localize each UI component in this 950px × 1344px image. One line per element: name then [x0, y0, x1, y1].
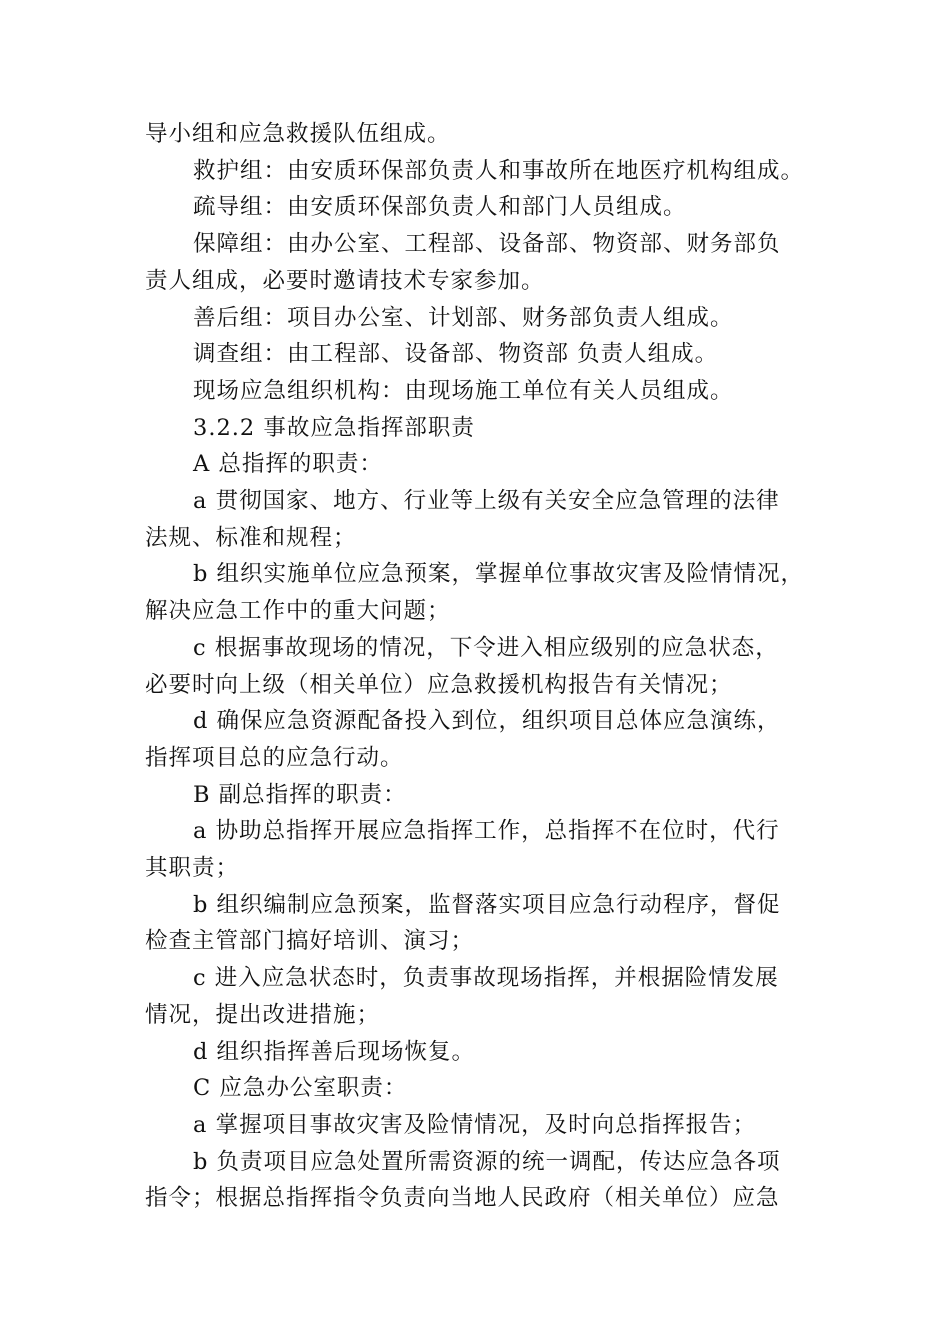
paragraph-first-line: 救护组：由安质环保部负责人和事故所在地医疗机构组成。 — [193, 157, 805, 184]
paragraph-first-line: C 应急办公室职责： — [193, 1075, 408, 1102]
paragraph-first-line: a 协助总指挥开展应急指挥工作，总指挥不在位时，代行 — [193, 818, 780, 845]
paragraph-first-line: a 贯彻国家、地方、行业等上级有关安全应急管理的法律 — [193, 488, 780, 514]
paragraph-first-line: 保障组：由办公室、工程部、设备部、物资部、财务部负 — [193, 231, 781, 258]
paragraph-first-line: d 组织指挥善后现场恢复。 — [193, 1038, 476, 1065]
paragraph-first-line: 3.2.2 事故应急指挥部职责 — [193, 414, 475, 441]
paragraph-continuation-line: 导小组和应急救援队伍组成。 — [145, 121, 451, 147]
paragraph-first-line: b 组织实施单位应急预案，掌握单位事故灾害及险情情况， — [193, 561, 805, 588]
paragraph-continuation-line: 解决应急工作中的重大问题； — [145, 598, 451, 625]
paragraph-first-line: c 根据事故现场的情况，下令进入相应级别的应急状态， — [193, 634, 779, 661]
paragraph-first-line: c 进入应急状态时，负责事故现场指挥，并根据险情发展 — [193, 965, 779, 992]
paragraph-first-line: d 确保应急资源配备投入到位，组织项目总体应急演练， — [193, 708, 781, 735]
paragraph-first-line: A 总指挥的职责： — [193, 451, 383, 478]
paragraph-continuation-line: 指令；根据总指挥指令负责向当地人民政府（相关单位）应急 — [145, 1185, 780, 1212]
paragraph-continuation-line: 指挥项目总的应急行动。 — [145, 744, 404, 771]
paragraph-first-line: 疏导组：由安质环保部负责人和部门人员组成。 — [193, 194, 687, 221]
paragraph-first-line: a 掌握项目事故灾害及险情情况，及时向总指挥报告； — [193, 1111, 757, 1138]
paragraph-first-line: 善后组：项目办公室、计划部、财务部负责人组成。 — [193, 304, 734, 331]
paragraph-first-line: B 副总指挥的职责： — [193, 781, 407, 808]
paragraph-continuation-line: 检查主管部门搞好培训、演习； — [145, 928, 475, 955]
paragraph-continuation-line: 责人组成，必要时邀请技术专家参加。 — [145, 267, 545, 294]
paragraph-first-line: 调查组：由工程部、设备部、物资部 负责人组成。 — [193, 341, 719, 368]
paragraph-continuation-line: 必要时向上级（相关单位）应急救援机构报告有关情况； — [145, 671, 733, 698]
paragraph-first-line: b 负责项目应急处置所需资源的统一调配，传达应急各项 — [193, 1148, 781, 1175]
paragraph-continuation-line: 情况，提出改进措施； — [145, 1001, 381, 1028]
paragraph-continuation-line: 法规、标准和规程； — [145, 524, 357, 551]
paragraph-continuation-line: 其职责； — [145, 855, 240, 881]
paragraph-first-line: b 组织编制应急预案，监督落实项目应急行动程序，督促 — [193, 891, 781, 918]
paragraph-first-line: 现场应急组织机构：由现场施工单位有关人员组成。 — [193, 377, 734, 404]
